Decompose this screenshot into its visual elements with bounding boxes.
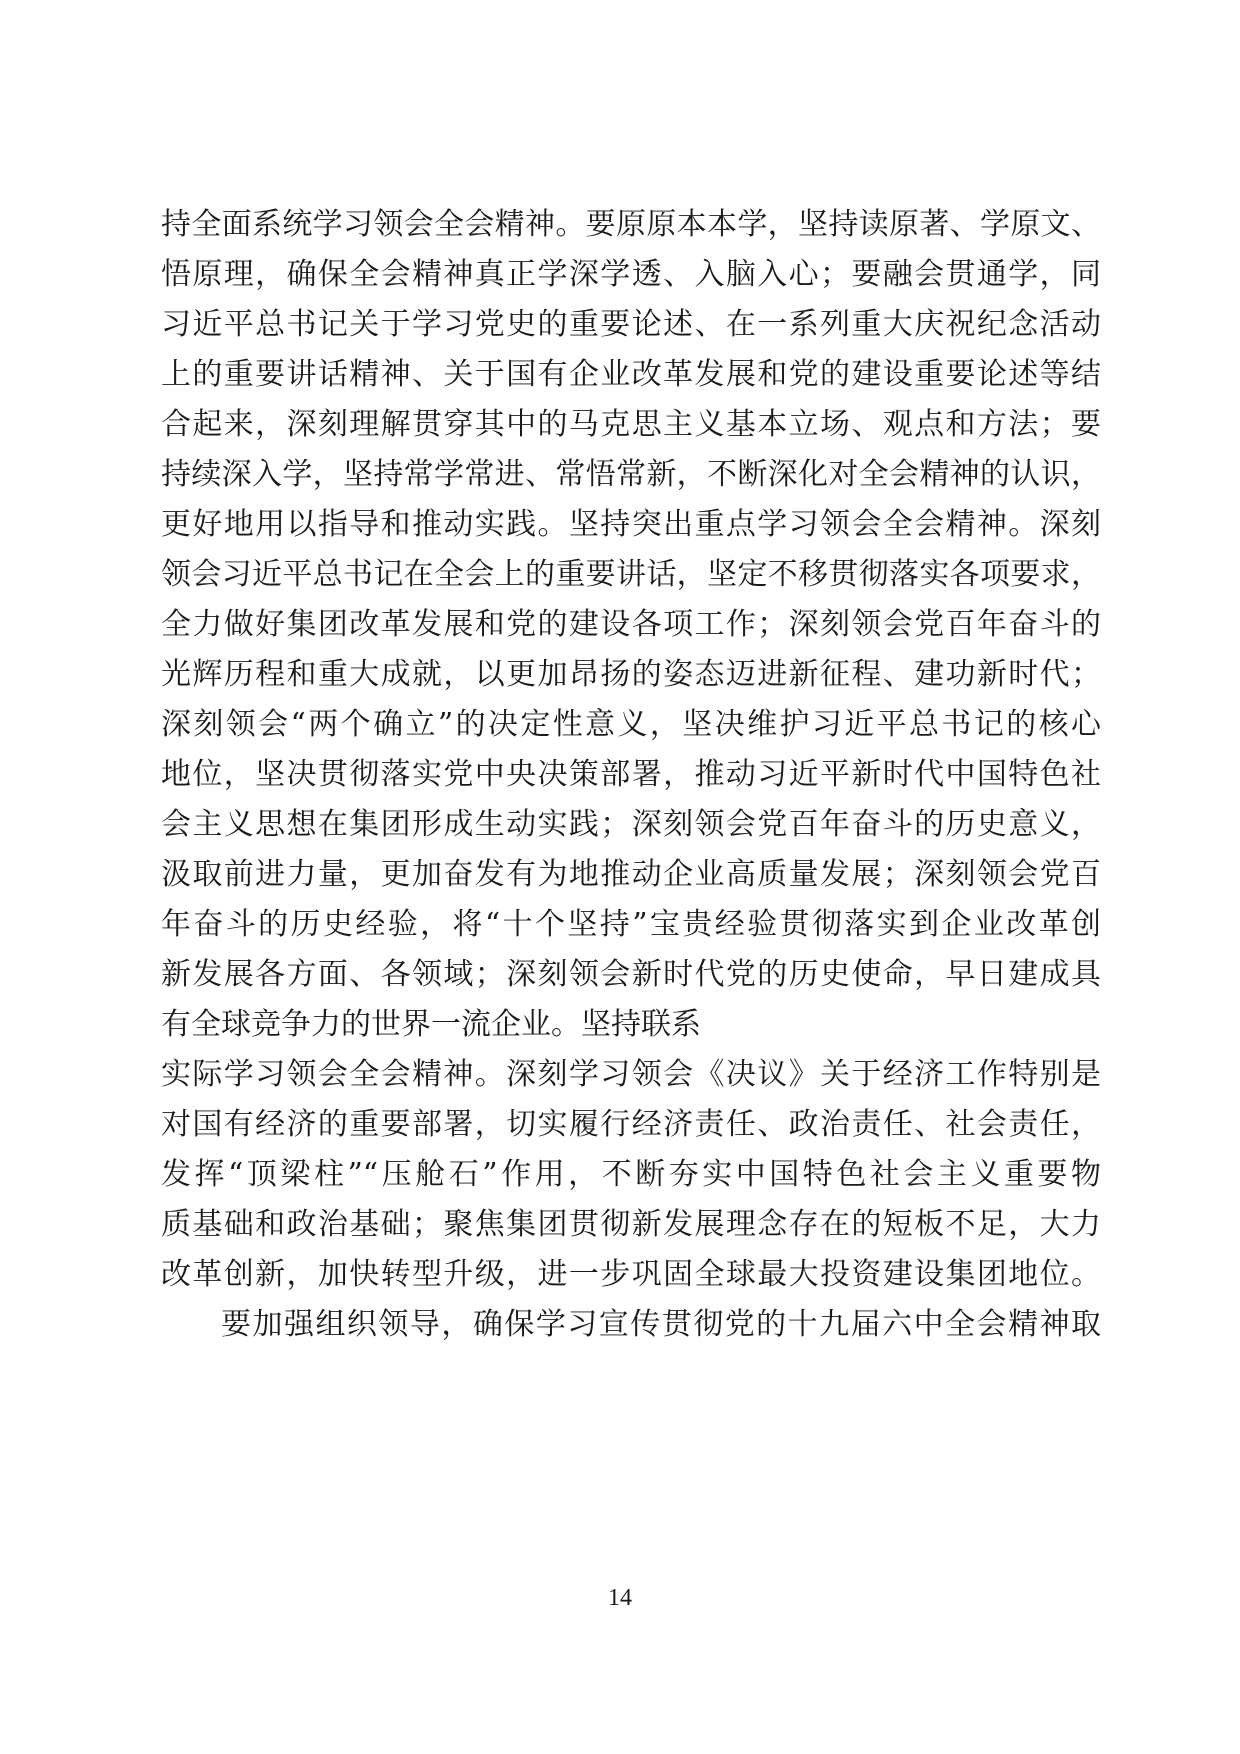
text-line: 更好地用以指导和推动实践。坚持突出重点学习领会全会精神。深刻 bbox=[161, 507, 1101, 542]
text-line: 新发展各方面、各领域；深刻领会新时代党的历史使命，早日建成具 bbox=[161, 957, 1101, 992]
text-line: 持全面系统学习领会全会精神。要原原本本学，坚持读原著、学原文、 bbox=[161, 207, 1101, 242]
text-line: 深刻领会“两个确立”的决定性意义，坚决维护习近平总书记的核心 bbox=[161, 707, 1101, 742]
text-line: 悟原理，确保全会精神真正学深学透、入脑入心；要融会贯通学，同 bbox=[161, 257, 1101, 292]
text-line: 质基础和政治基础；聚焦集团贯彻新发展理念存在的短板不足，大力 bbox=[161, 1207, 1101, 1242]
page-number: 14 bbox=[608, 1585, 632, 1611]
text-line: 年奋斗的历史经验，将“十个坚持”宝贵经验贯彻落实到企业改革创 bbox=[161, 907, 1101, 942]
text-line: 有全球竞争力的世界一流企业。坚持联系 bbox=[161, 1007, 701, 1042]
body-text bbox=[161, 200, 1101, 1350]
text-line: 汲取前进力量，更加奋发有为地推动企业高质量发展；深刻领会党百 bbox=[161, 857, 1101, 892]
text-line: 合起来，深刻理解贯穿其中的马克思主义基本立场、观点和方法；要 bbox=[161, 407, 1101, 442]
text-line: 光辉历程和重大成就，以更加昂扬的姿态迈进新征程、建功新时代； bbox=[161, 657, 1101, 692]
text-line: 实际学习领会全会精神。深刻学习领会《决议》关于经济工作特别是 bbox=[161, 1057, 1101, 1092]
text-line: 会主义思想在集团形成生动实践；深刻领会党百年奋斗的历史意义， bbox=[161, 807, 1101, 842]
text-line: 对国有经济的重要部署，切实履行经济责任、政治责任、社会责任， bbox=[161, 1107, 1101, 1142]
text-line: 全力做好集团改革发展和党的建设各项工作；深刻领会党百年奋斗的 bbox=[161, 607, 1101, 642]
text-line: 改革创新，加快转型升级，进一步巩固全球最大投资建设集团地位。 bbox=[161, 1257, 1101, 1292]
paragraph-first-line: 要加强组织领导，确保学习宣传贯彻党的十九届六中全会精神取 bbox=[221, 1307, 1101, 1342]
text-line: 习近平总书记关于学习党史的重要论述、在一系列重大庆祝纪念活动 bbox=[161, 307, 1101, 342]
text-line: 地位，坚决贯彻落实党中央决策部署，推动习近平新时代中国特色社 bbox=[161, 757, 1101, 792]
text-line: 发挥“顶梁柱”“压舱石”作用，不断夯实中国特色社会主义重要物 bbox=[161, 1157, 1101, 1192]
text-line: 领会习近平总书记在全会上的重要讲话，坚定不移贯彻落实各项要求， bbox=[161, 557, 1101, 592]
text-line: 上的重要讲话精神、关于国有企业改革发展和党的建设重要论述等结 bbox=[161, 357, 1101, 392]
text-line: 持续深入学，坚持常学常进、常悟常新，不断深化对全会精神的认识， bbox=[161, 457, 1101, 492]
